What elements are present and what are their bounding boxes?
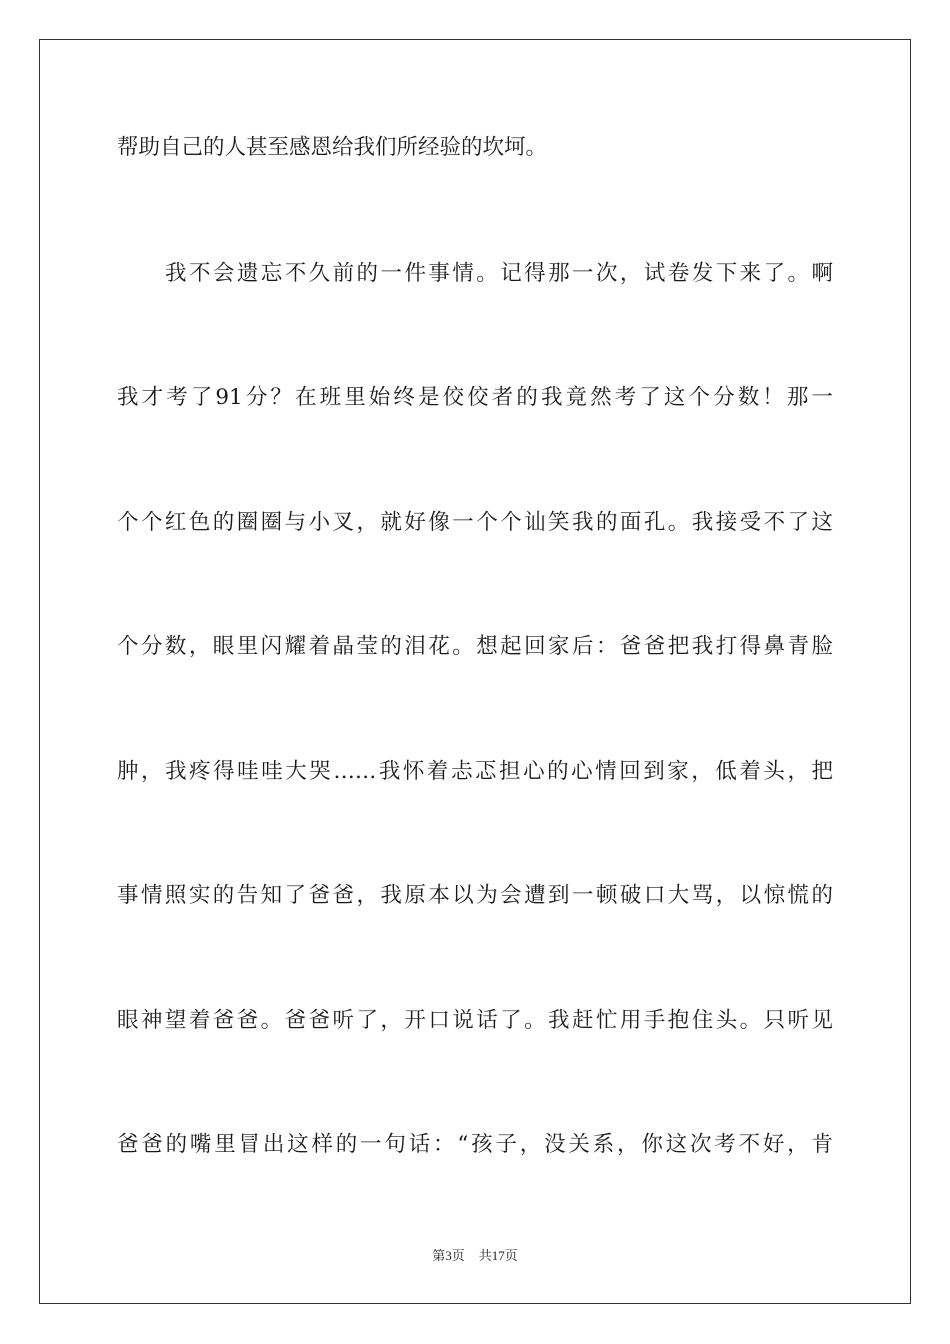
text-line: 爸爸的嘴里冒出这样的一句话：“孩子，没关系，你这次考不好，肯 [117, 1132, 833, 1157]
text-line: 个分数，眼里闪耀着晶莹的泪花。想起回家后：爸爸把我打得鼻青脸 [117, 634, 833, 659]
text-line: 肿，我疼得哇哇大哭……我怀着忐忑担心的心情回到家，低着头，把 [117, 759, 833, 784]
page-number: 第3页 [432, 1248, 465, 1263]
text-line: 帮助自己的人甚至感恩给我们所经验的坎坷。 [117, 135, 548, 160]
text-line: 事情照实的告知了爸爸，我原本以为会遭到一顿破口大骂，以惊慌的 [117, 883, 833, 908]
page-total: 共17页 [478, 1248, 518, 1263]
text-line: 我才考了91分？在班里始终是佼佼者的我竟然考了这个分数！那一 [117, 385, 833, 410]
page-footer [0, 1247, 950, 1265]
text-line: 眼神望着爸爸。爸爸听了，开口说话了。我赶忙用手抱住头。只听见 [117, 1008, 833, 1033]
text-line: 个个红色的圈圈与小叉，就好像一个个讪笑我的面孔。我接受不了这 [117, 510, 833, 535]
text-line: 我不会遗忘不久前的一件事情。记得那一次，试卷发下来了。啊 [165, 261, 833, 286]
